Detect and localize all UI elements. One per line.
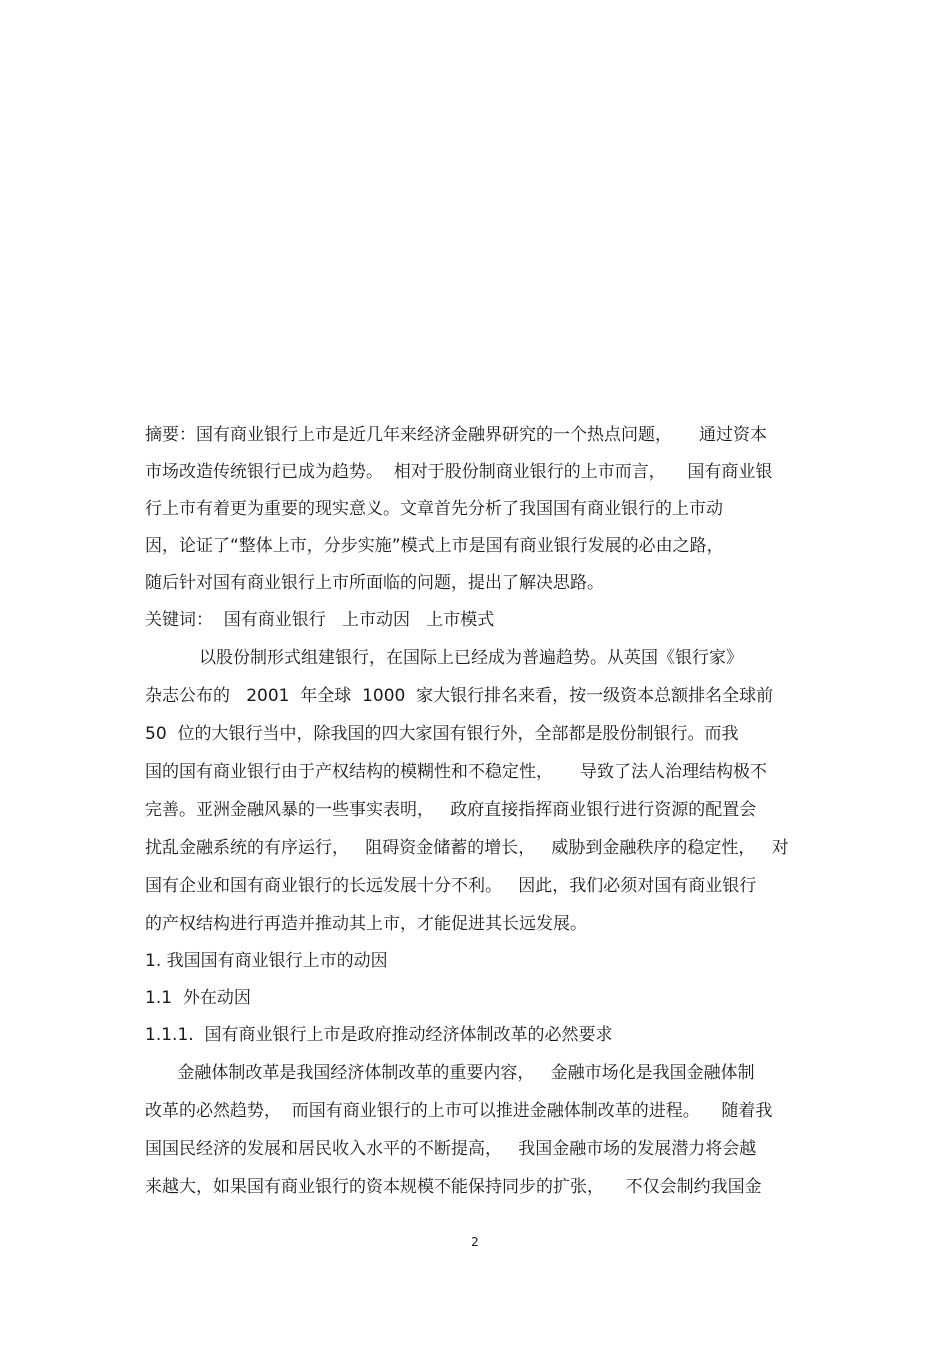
- abstract-line-5: 随后针对国有商业银行上市所面临的问题，提出了解决思路。: [145, 573, 604, 593]
- abstract-line-1: 摘要：国有商业银行上市是近几年来经济金融界研究的一个热点问题， 通过资本: [145, 425, 768, 445]
- body-line-5: 完善。亚洲金融风暴的一些事实表明， 政府直接指挥商业银行进行资源的配置会: [145, 800, 757, 820]
- body-line-9: 金融体制改革是我国经济体制改革的重要内容， 金融市场化是我国金融体制: [145, 1063, 755, 1083]
- abstract-line-2: 市场改造传统银行已成为趋势。 相对于股份制商业银行的上市而言， 国有商业银: [145, 462, 773, 482]
- body-line-3: 50 位的大银行当中，除我国的四大家国有银行外，全部都是股份制银行。而我: [145, 724, 739, 744]
- body-line-6: 扰乱金融系统的有序运行， 阻碍资金储蓄的增长， 威胁到金融秩序的稳定性， 对: [145, 838, 789, 858]
- abstract-line-4: 因，论证了“整体上市，分步实施”模式上市是国有商业银行发展的必由之路，: [145, 536, 724, 556]
- body-line-8: 的产权结构进行再造并推动其上市，才能促进其长远发展。: [145, 914, 587, 934]
- abstract-line-3: 行上市有着更为重要的现实意义。文章首先分析了我国国有商业银行的上市动: [145, 499, 723, 519]
- section-heading-1-1-1: 1.1.1. 国有商业银行上市是政府推动经济体制改革的必然要求: [145, 1025, 613, 1045]
- body-line-1: 以股份制形式组建银行，在国际上已经成为普遍趋势。从英国《银行家》: [145, 648, 744, 668]
- page-number: 2: [471, 1235, 479, 1249]
- body-line-10: 改革的必然趋势， 而国有商业银行的上市可以推进金融体制改革的进程。 随着我: [145, 1101, 773, 1121]
- body-line-11: 国国民经济的发展和居民收入水平的不断提高， 我国金融市场的发展潜力将会越: [145, 1139, 757, 1159]
- section-heading-1: 1. 我国国有商业银行上市的动因: [145, 951, 388, 971]
- keywords-line: 关键词： 国有商业银行 上市动因 上市模式: [145, 610, 495, 630]
- body-line-12: 来越大，如果国有商业银行的资本规模不能保持同步的扩张， 不仅会制约我国金: [145, 1177, 762, 1197]
- section-heading-1-1: 1.1 外在动因: [145, 988, 251, 1008]
- body-line-2: 杂志公布的 2001 年全球 1000 家大银行排名来看，按一级资本总额排名全球前: [145, 686, 774, 706]
- body-line-7: 国有企业和国有商业银行的长远发展十分不利。 因此，我们必须对国有商业银行: [145, 876, 757, 896]
- body-line-4: 国的国有商业银行由于产权结构的模糊性和不稳定性， 导致了法人治理结构极不: [145, 762, 768, 782]
